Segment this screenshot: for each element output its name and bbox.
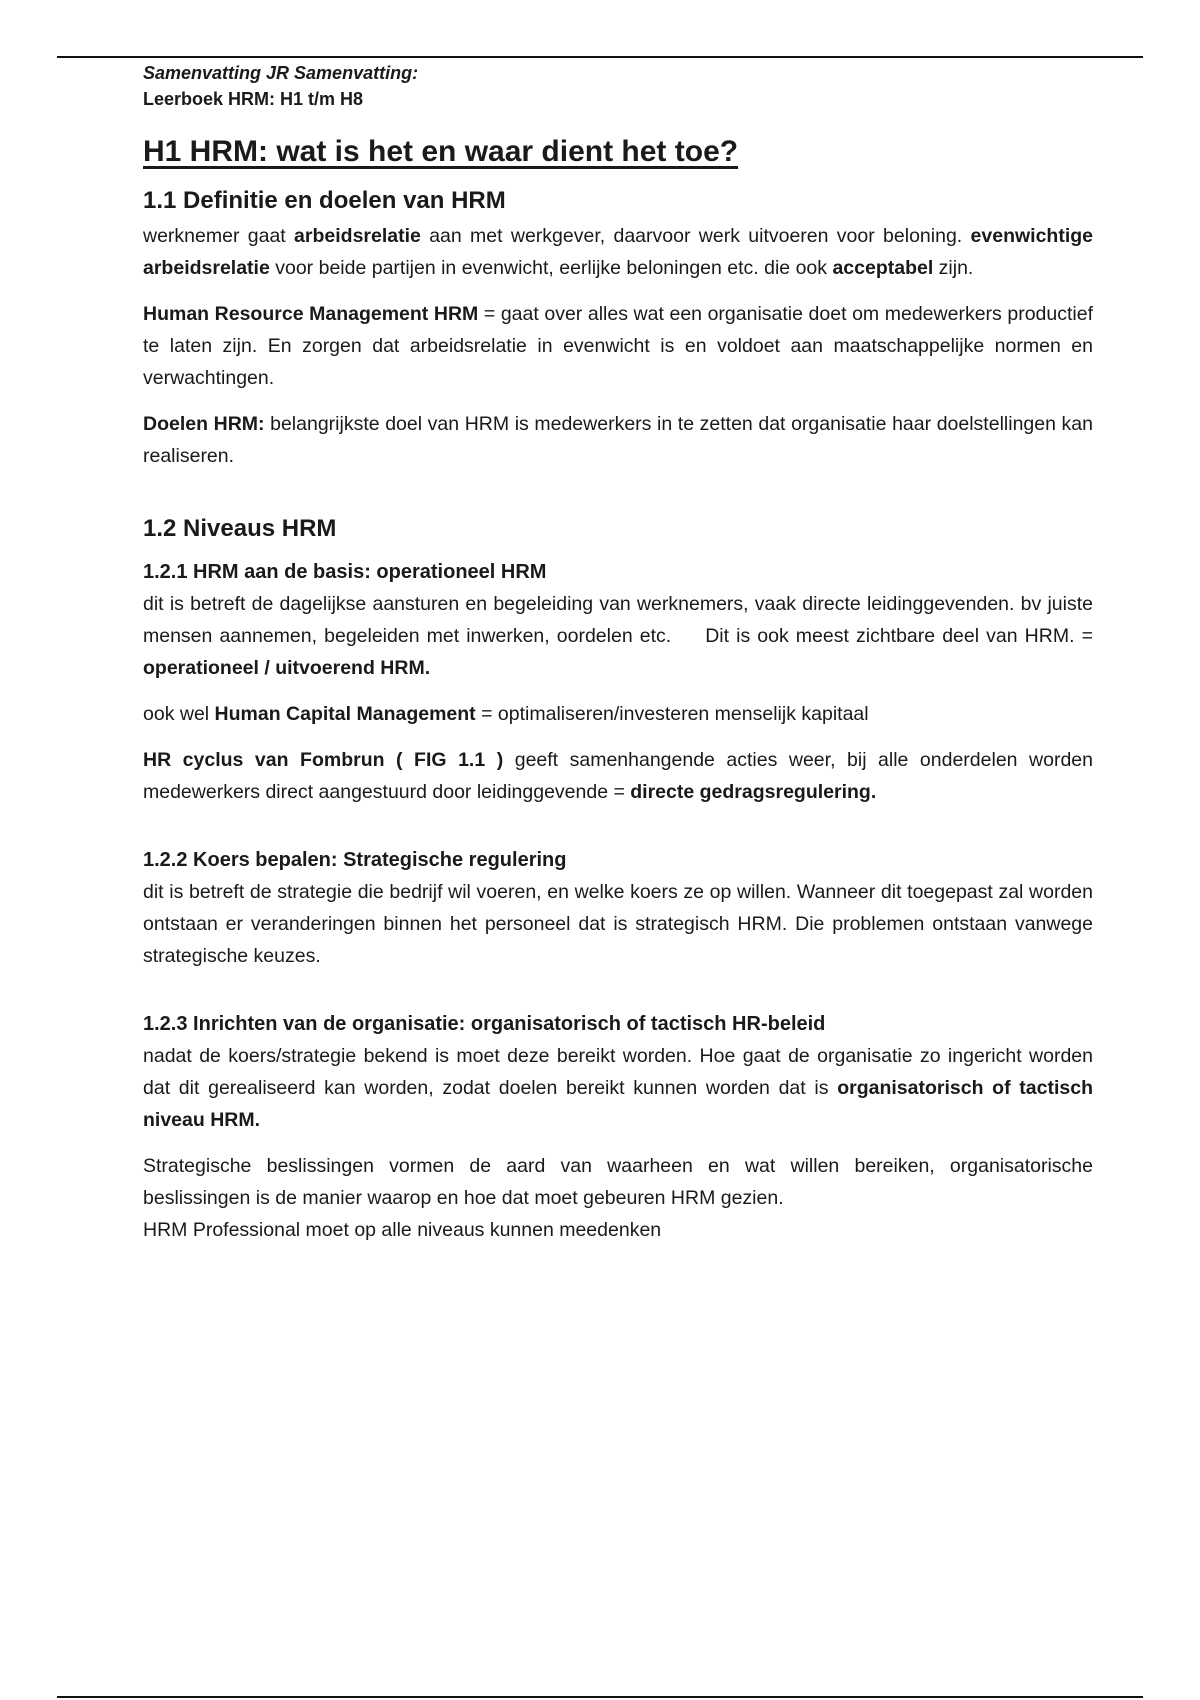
paragraph-strategisch: dit is betreft de strategie die bedrijf wil voeren, en welke koers ze op willen. Wanneer dit toegepast zal worden ontstaan er veranderingen binnen het personeel dat is strategisch HRM. Die problemen ontstaan vanwege strategische keuzes. — [143, 881, 1093, 967]
paragraph-doelen: Doelen HRM: belangrijkste doel van HRM is medewerkers in te zetten dat organisatie haar doelstellingen kan realiseren. — [143, 413, 1093, 467]
paragraph-human-capital: ook wel Human Capital Management = optimaliseren/investeren menselijk kapitaal — [143, 703, 869, 725]
subsection-title-1-2-3: 1.2.3 Inrichten van de organisatie: organisatorisch of tactisch HR-beleid — [143, 1013, 826, 1035]
paragraph-arbeidsrelatie: werknemer gaat arbeidsrelatie aan met werkgever, daarvoor werk uitvoeren voor beloning. evenwichtige arbeidsrelatie voor beide partijen in evenwicht, eerlijke beloningen etc. die ook acceptabel zijn. — [143, 225, 1094, 279]
header-rule — [57, 56, 1143, 58]
subsection-title-1-2-1: 1.2.1 HRM aan de basis: operationeel HRM — [143, 561, 547, 583]
footer-rule — [57, 1696, 1143, 1698]
header-subtitle: Leerboek HRM: H1 t/m H8 — [143, 89, 364, 109]
paragraph-professional: HRM Professional moet op alle niveaus kunnen meedenken — [143, 1219, 662, 1241]
header-title: Samenvatting JR Samenvatting: — [143, 63, 419, 83]
paragraph-beslissingen: Strategische beslissingen vormen de aard van waarheen en wat willen bereiken, organisatorische beslissingen is de manier waarop en hoe dat moet gebeuren HRM gezien. — [143, 1155, 1093, 1209]
paragraph-operationeel: dit is betreft de dagelijkse aansturen en begeleiding van werknemers, vaak directe leidinggevenden. bv juiste mensen aannemen, begeleiden met inwerken, oordelen etc. Dit is ook meest zichtbare deel van HRM. = operationeel / uitvoerend HRM. — [143, 593, 1093, 679]
paragraph-fombrun: HR cyclus van Fombrun ( FIG 1.1 ) geeft samenhangende acties weer, bij alle onderdelen worden medewerkers direct aangestuurd door leidinggevende = directe gedragsregulering. — [143, 749, 1093, 803]
paragraph-hrm-definition: Human Resource Management HRM = gaat over alles wat een organisatie doet om medewerkers productief te laten zijn. En zorgen dat arbeidsrelatie in evenwicht is en voldoet aan maatschappelijke normen en verwachtingen. — [143, 303, 1093, 389]
section-title-1-2: 1.2 Niveaus HRM — [143, 515, 337, 542]
chapter-title: H1 HRM: wat is het en waar dient het toe? — [143, 135, 739, 168]
document-page — [143, 60, 1093, 1246]
subsection-title-1-2-2: 1.2.2 Koers bepalen: Strategische regulering — [143, 849, 567, 871]
section-title-1-1: 1.1 Definitie en doelen van HRM — [143, 187, 506, 214]
paragraph-organisatorisch: nadat de koers/strategie bekend is moet deze bereikt worden. Hoe gaat de organisatie zo ingericht worden dat dit gerealiseerd kan worden, zodat doelen bereikt kunnen worden dat is organisatorisch of tactisch niveau HRM. — [143, 1045, 1093, 1131]
